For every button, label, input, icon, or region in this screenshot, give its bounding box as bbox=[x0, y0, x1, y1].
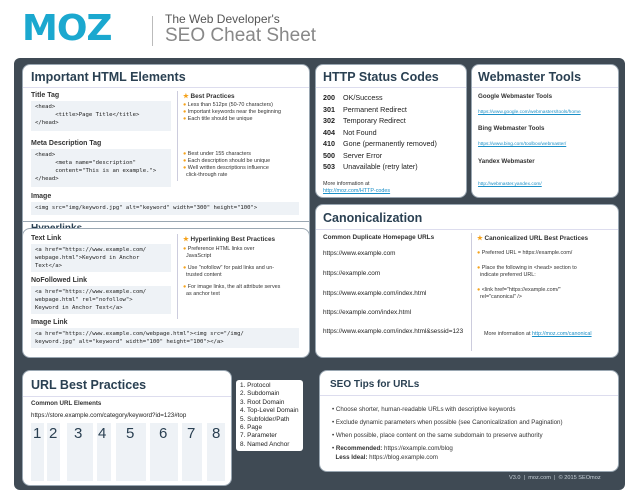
duplicate-url: https://www.example.com/index.html&sessid=123 bbox=[323, 328, 464, 335]
divider bbox=[320, 395, 618, 396]
url-part-label: 4. Top-Level Domain bbox=[240, 407, 299, 415]
star-icon: ★ bbox=[183, 93, 189, 100]
seo-tips-list bbox=[332, 403, 563, 442]
footer: V3.0 | moz.com | © 2015 SEOmoz bbox=[509, 475, 601, 481]
meta-description-code: <head> <meta name="description" content="This is an example."> </head> bbox=[31, 149, 171, 187]
tip-item: ● Preferred URL = https://example.com/ bbox=[477, 250, 573, 256]
webmaster-card bbox=[471, 64, 619, 198]
tip-item: • Exclude dynamic parameters when possible (see Canonicalization and Pagination) bbox=[332, 419, 563, 426]
duplicate-urls-title: Common Duplicate Homepage URLs bbox=[323, 234, 435, 241]
tip-item: click-through rate bbox=[186, 172, 228, 178]
status-code: 410 bbox=[323, 139, 335, 148]
tip-item: • When possible, place content on the same subdomain to preserve authority bbox=[332, 432, 543, 439]
status-code-list bbox=[323, 92, 437, 173]
header bbox=[0, 0, 640, 58]
tip-item: ● <link href="https://example.com/" bbox=[477, 287, 561, 293]
image-link-label: Image Link bbox=[31, 319, 68, 326]
image-link-code: <a href="https://www.example.com/webpage.html"><img src="/img/ keyword.jpg" alt="keyword" width="100" height="100"></a> bbox=[31, 328, 299, 348]
tip-item: ● For image links, the alt attribute serves bbox=[183, 284, 281, 290]
text-link-label: Text Link bbox=[31, 235, 62, 242]
tip-item: trusted content bbox=[186, 272, 222, 278]
column-divider bbox=[471, 233, 472, 351]
canonical-tips bbox=[477, 250, 577, 301]
header-subtitle-large: SEO Cheat Sheet bbox=[165, 25, 317, 46]
url-part-label: 2. Subdomain bbox=[240, 390, 280, 398]
tip-item: ● Place the following in <head> section to bbox=[477, 265, 577, 271]
title-tag-code: <head> <title>Page Title</title> </head> bbox=[31, 101, 171, 131]
status-description: Not Found bbox=[343, 127, 377, 137]
status-code: 301 bbox=[323, 104, 335, 114]
tip-item: ● Preference HTML links over bbox=[183, 246, 255, 252]
status-code-row bbox=[323, 150, 437, 162]
duplicate-url: https://www.example.com/index.html bbox=[323, 290, 427, 297]
url-best-title: URL Best Practices bbox=[31, 378, 147, 392]
tip-item: ● Each description should be unique bbox=[183, 158, 271, 164]
divider bbox=[472, 87, 618, 88]
title-tag-label: Title Tag bbox=[31, 92, 60, 99]
status-description: Gone (permanently removed) bbox=[343, 139, 437, 148]
tip-item: rel="canonical" /> bbox=[480, 294, 522, 300]
status-code-row bbox=[323, 92, 437, 104]
tip-item: ● Well written descriptions influence bbox=[183, 165, 269, 171]
status-code-row bbox=[323, 138, 437, 150]
url-part-number: 7 bbox=[187, 425, 196, 442]
tip-item: JavaScript bbox=[186, 253, 212, 259]
tip-item: ● Important keywords near the beginning bbox=[183, 109, 281, 115]
status-code-row bbox=[323, 104, 437, 116]
url-part-number: 5 bbox=[126, 425, 135, 442]
url-part-label: 3. Root Domain bbox=[240, 398, 285, 406]
footer-site[interactable]: moz.com bbox=[528, 475, 551, 481]
canonical-more-link[interactable]: http://moz.com/canonical bbox=[531, 331, 592, 337]
url-part-number: 2 bbox=[49, 425, 58, 442]
google-label: Google Webmaster Tools bbox=[478, 93, 553, 100]
nofollow-label: NoFollowed Link bbox=[31, 277, 87, 284]
status-description: Temporary Redirect bbox=[343, 116, 406, 125]
yandex-link[interactable]: http://webmaster.yandex.com/ bbox=[478, 182, 542, 187]
seo-tips-card bbox=[319, 370, 619, 472]
duplicate-url: https://example.com bbox=[323, 270, 381, 277]
sample-url: https://store.example.com/category/keyword?id=123#top bbox=[31, 412, 187, 419]
canonicalization-card bbox=[315, 204, 619, 358]
divider bbox=[316, 87, 466, 88]
url-parts-legend bbox=[236, 380, 303, 451]
meta-tips bbox=[183, 151, 270, 179]
best-practices-title: ★ Best Practices bbox=[183, 93, 235, 100]
meta-description-label: Meta Description Tag bbox=[31, 140, 102, 147]
yandex-label: Yandex Webmaster bbox=[478, 158, 535, 165]
url-recommendation: • Recommended: https://example.com/blog Less Ideal: https://blog.example.com bbox=[332, 445, 453, 461]
moz-logo: MOZ bbox=[22, 8, 112, 49]
tip-item: • Choose shorter, human-readable URLs with descriptive keywords bbox=[332, 406, 516, 413]
canonical-more-info: More information at http://moz.com/canonical bbox=[484, 331, 592, 337]
url-part-number: 8 bbox=[212, 425, 221, 442]
status-code-row bbox=[323, 115, 437, 127]
url-elements-label: Common URL Elements bbox=[31, 400, 102, 407]
url-part-number: 6 bbox=[159, 425, 168, 442]
url-part-number: 1 bbox=[33, 425, 42, 442]
url-best-practices-card bbox=[22, 370, 232, 486]
url-part-number: 4 bbox=[98, 425, 107, 442]
seo-tips-title: SEO Tips for URLs bbox=[330, 379, 420, 390]
url-part-label: 7. Parameter bbox=[240, 432, 277, 440]
title-tips bbox=[183, 102, 281, 123]
column-divider bbox=[177, 91, 178, 181]
tip-item: indicate preferred URL: bbox=[480, 272, 536, 278]
duplicate-url: https://www.example.com bbox=[323, 250, 396, 257]
footer-version: V3.0 bbox=[509, 475, 521, 481]
url-part-label: 1. Protocol bbox=[240, 382, 271, 389]
tip-item: ● Each title should be unique bbox=[183, 116, 253, 122]
image-code: <img src="img/keyword.jpg" alt="keyword" width="300" height="100"> bbox=[31, 202, 299, 215]
tip-item: ● Best under 155 characters bbox=[183, 151, 251, 157]
text-link-code: <a href="https://www.example.com/ webpage.html">Keyword in Anchor Text</a> bbox=[31, 244, 171, 272]
url-part-number: 3 bbox=[74, 425, 83, 442]
http-status-card bbox=[315, 64, 467, 198]
hyperlinking-best-title: ★ Hyperlinking Best Practices bbox=[183, 236, 276, 243]
http-status-title: HTTP Status Codes bbox=[323, 70, 439, 84]
status-description: Permanent Redirect bbox=[343, 104, 407, 114]
star-icon: ★ bbox=[183, 236, 189, 243]
footer-copyright: © 2015 SEOmoz bbox=[558, 475, 601, 481]
nofollow-code: <a href="https://www.example.com/ webpage.html" rel="nofollow"> Keyword in Anchor Text</a> bbox=[31, 286, 171, 314]
column-divider bbox=[177, 234, 178, 319]
http-more-info: More information at http://moz.com/HTTP-codes bbox=[323, 181, 391, 194]
bing-link[interactable]: https://www.bing.com/toolbox/webmaster/ bbox=[478, 142, 567, 147]
star-icon: ★ bbox=[477, 235, 483, 242]
url-part-label: 5. Subfolder/Path bbox=[240, 415, 290, 423]
status-description: Unavailable (retry later) bbox=[343, 162, 418, 171]
canonical-best-title: ★ Canonicalized URL Best Practices bbox=[477, 235, 589, 242]
status-description: OK/Success bbox=[343, 93, 383, 102]
tip-item: ● Use "nofollow" for paid links and un- bbox=[183, 265, 274, 271]
divider bbox=[23, 87, 309, 88]
url-part-label: 8. Named Anchor bbox=[240, 440, 290, 448]
duplicate-url: https://example.com/index.html bbox=[323, 309, 412, 316]
bing-label: Bing Webmaster Tools bbox=[478, 125, 545, 132]
status-code-row bbox=[323, 127, 437, 139]
status-code: 200 bbox=[323, 93, 335, 102]
header-subtitle-small: The Web Developer's bbox=[165, 12, 280, 26]
divider bbox=[23, 396, 231, 397]
url-part-label: 6. Page bbox=[240, 424, 263, 432]
divider bbox=[23, 221, 309, 222]
hyperlinking-tips bbox=[183, 246, 280, 298]
html-elements-title: Important HTML Elements bbox=[31, 70, 186, 84]
hyperlinks-card bbox=[22, 228, 310, 358]
divider bbox=[316, 229, 618, 230]
status-code: 302 bbox=[323, 116, 335, 125]
tip-item: as anchor text bbox=[186, 291, 220, 297]
status-code: 500 bbox=[323, 150, 335, 160]
status-code-row bbox=[323, 161, 437, 173]
http-more-link[interactable]: http://moz.com/HTTP-codes bbox=[323, 188, 391, 194]
header-divider bbox=[152, 16, 153, 46]
status-description: Server Error bbox=[343, 150, 383, 160]
google-link[interactable]: https://www.google.com/webmasters/tools/home bbox=[478, 110, 581, 115]
status-code: 503 bbox=[323, 162, 335, 171]
cheat-sheet-panel bbox=[14, 58, 625, 490]
tip-item: ● Less than 512px (50-70 characters) bbox=[183, 102, 273, 108]
canonicalization-title: Canonicalization bbox=[323, 211, 423, 225]
webmaster-title: Webmaster Tools bbox=[478, 70, 582, 84]
image-label: Image bbox=[31, 193, 52, 200]
status-code: 404 bbox=[323, 127, 335, 137]
